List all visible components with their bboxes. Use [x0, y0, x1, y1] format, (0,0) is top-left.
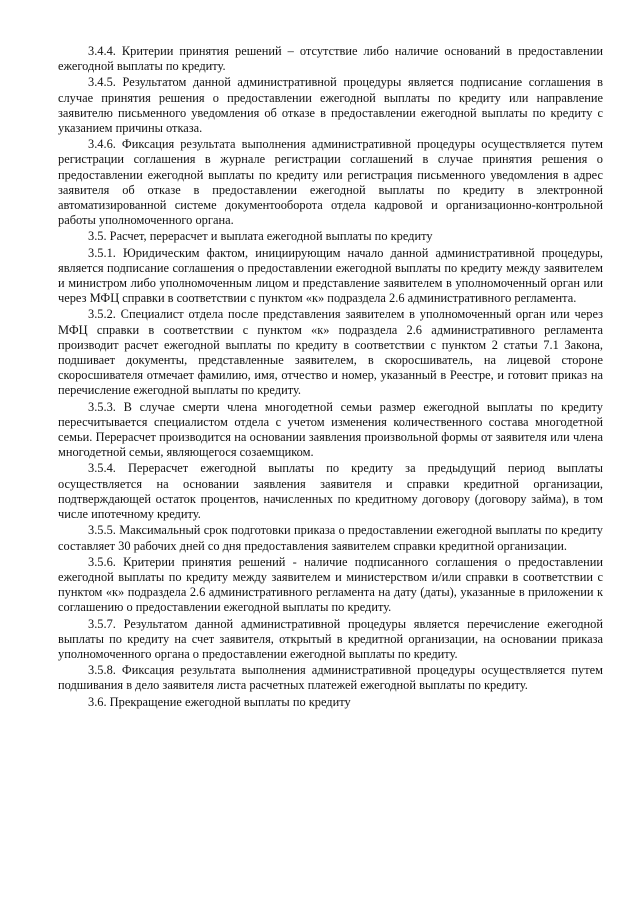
- paragraph-3-5-6: 3.5.6. Критерии принятия решений - наличие подписанного соглашения о предоставлении ежегодной выплаты по кредиту между заявителем и министерством и/или справки в соответствии с пунктом «к» подраздела 2.6 административного регламента на дату (даты), указанные в приложении к соглашению о предоставлении ежегодной выплаты по кредиту.: [58, 554, 603, 615]
- paragraph-3-5-1: 3.5.1. Юридическим фактом, инициирующим начало данной административной процедуры, является подписание соглашения о предоставлении ежегодной выплаты по кредиту между заявителем и министром либо уполномоченным лицом и представление заявителем в уполномоченный орган или через МФЦ справки в соответствии с пунктом «к» подраздела 2.6 административного регламента.: [58, 245, 603, 306]
- paragraph-3-4-6: 3.4.6. Фиксация результата выполнения административной процедуры осуществляется путем регистрации соглашения в журнале регистрации соглашений в случае принятия решения о предоставлении ежегодной выплаты по кредиту или регистрация письменного уведомления в адрес заявителя об отказе в предоставлении ежегодной выплаты по кредиту в электронной автоматизированной системе документооборота отдела кадровой и организационно-контрольной работы уполномоченного органа.: [58, 137, 603, 228]
- paragraph-3-5-7: 3.5.7. Результатом данной административной процедуры является перечисление ежегодной выплаты по кредиту на счет заявителя, открытый в кредитной организации, на основании приказа уполномоченного органа о предоставлении ежегодной выплаты по кредиту.: [58, 616, 603, 661]
- paragraph-3-5-8: 3.5.8. Фиксация результата выполнения административной процедуры осуществляется путем подшивания в дело заявителя листа расчетных платежей ежегодной выплаты по кредиту.: [58, 663, 603, 693]
- paragraph-3-5-5: 3.5.5. Максимальный срок подготовки приказа о предоставлении ежегодной выплаты по кредиту составляет 30 рабочих дней со дня предоставления заявителем справки кредитной организации.: [58, 523, 603, 553]
- section-heading-3-6: 3.6. Прекращение ежегодной выплаты по кредиту: [88, 694, 351, 709]
- document-page: [58, 44, 603, 711]
- paragraph-3-4-5: 3.4.5. Результатом данной административной процедуры является подписание соглашения в случае принятия решения о предоставлении ежегодной выплаты по кредиту или направление заявителю письменного уведомления об отказе в предоставлении ежегодной выплаты по кредиту с указанием причины отказа.: [58, 75, 603, 136]
- paragraph-3-5-3: 3.5.3. В случае смерти члена многодетной семьи размер ежегодной выплаты по кредиту пересчитывается специалистом отдела с учетом изменения количественного состава многодетной семьи. Перерасчет производится на основании заявления произвольной формы от заявителя или члена многодетной семьи, являющегося созаемщиком.: [58, 399, 603, 460]
- paragraph-3-5-2: 3.5.2. Специалист отдела после представления заявителем в уполномоченный орган или через МФЦ справки в соответствии с пунктом «к» подраздела 2.6 административного регламента производит расчет ежегодной выплаты по кредиту в соответствии с пунктом 2 статьи 7.1 Закона, подшивает документы, представленные заявителем, в скоросшиватель, на лицевой стороне скоросшивателя отмечает фамилию, имя, отчество и номер, указанный в Реестре, и готовит приказ на перечисление ежегодной выплаты по кредиту.: [58, 307, 603, 398]
- paragraph-3-4-4: 3.4.4. Критерии принятия решений – отсутствие либо наличие оснований в предоставлении ежегодной выплаты по кредиту.: [58, 44, 603, 74]
- section-heading-3-5: 3.5. Расчет, перерасчет и выплата ежегодной выплаты по кредиту: [88, 229, 433, 244]
- paragraph-3-5-4: 3.5.4. Перерасчет ежегодной выплаты по кредиту за предыдущий период выплаты осуществляется на основании заявления заявителя и справки кредитной организации, подтверждающей остаток процентов, начисленных по кредитному договору (договору займа), в том числе ипотечному кредиту.: [58, 461, 603, 522]
